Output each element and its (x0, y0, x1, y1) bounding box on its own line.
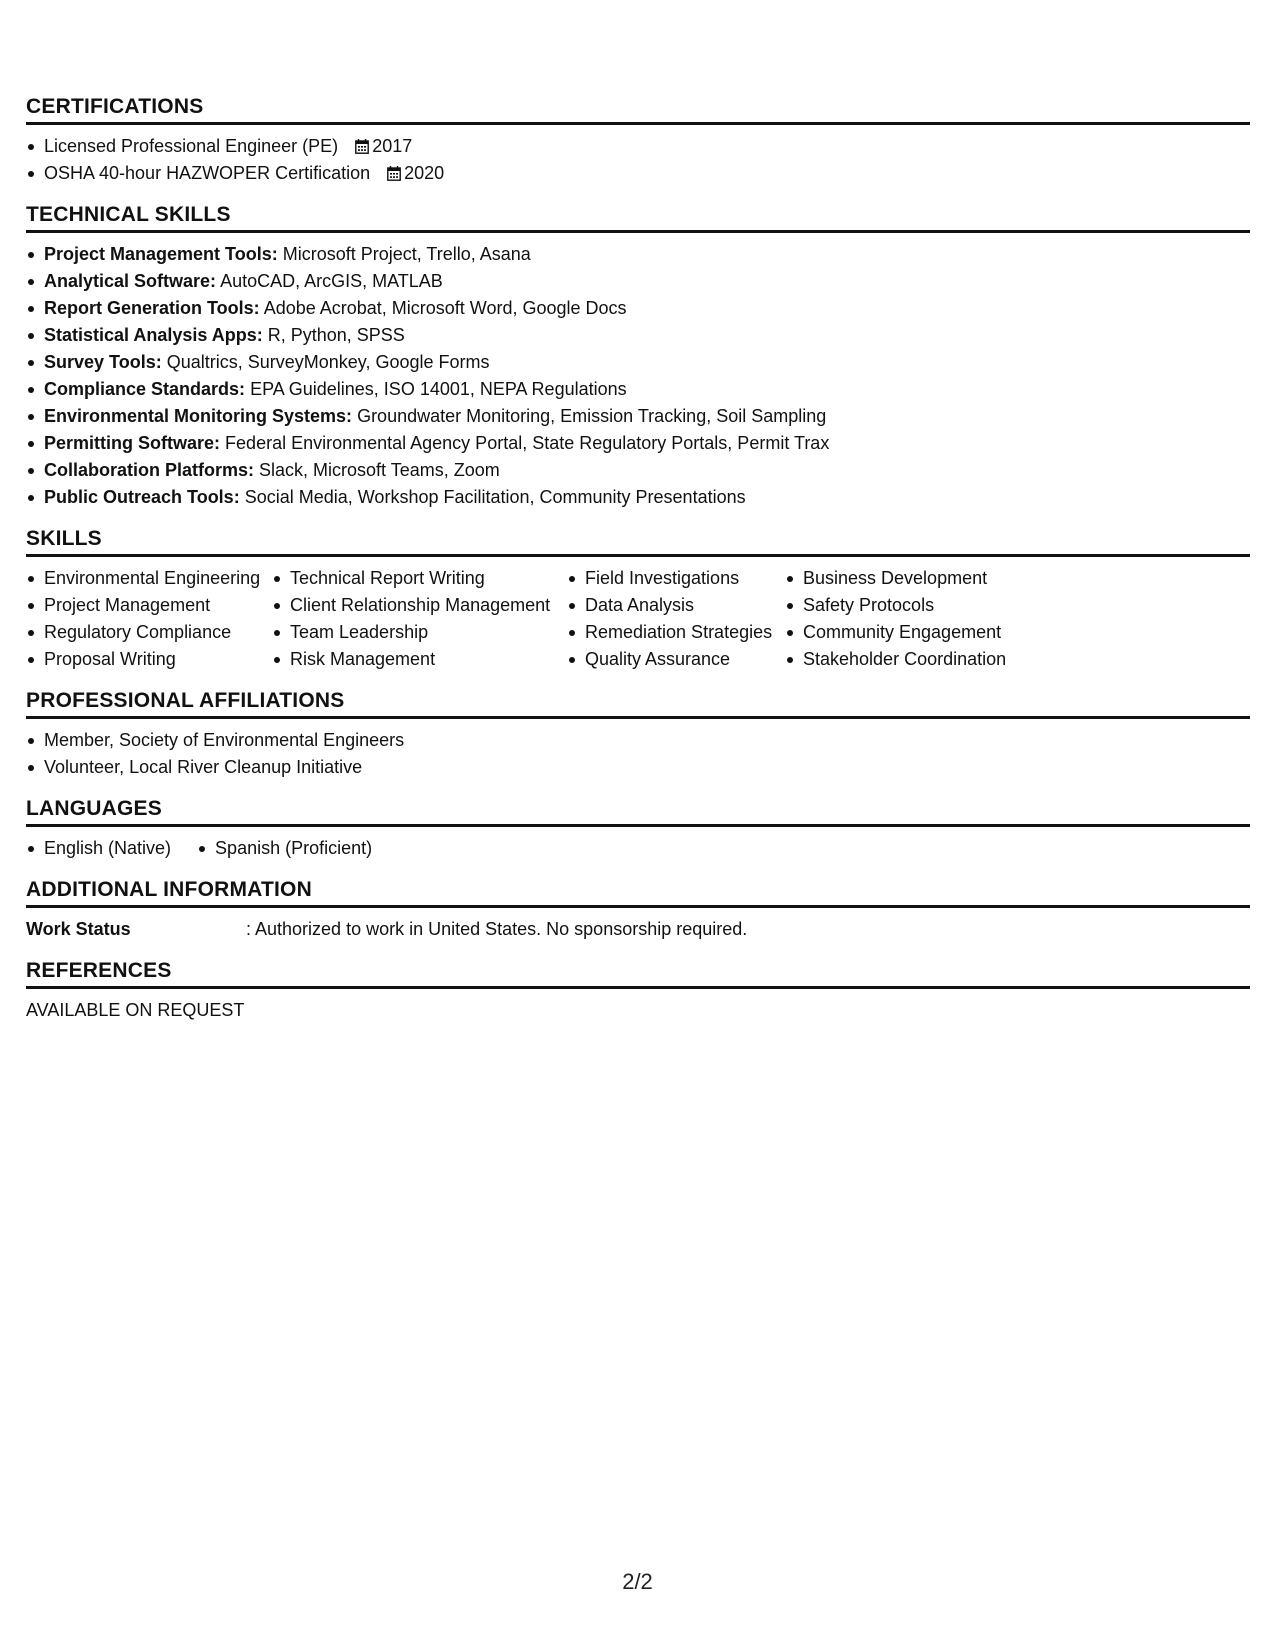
list-item (26, 349, 1250, 376)
list-item: Member, Society of Environmental Engineers (26, 727, 1250, 754)
skill-category-label: Survey Tools: (44, 352, 162, 372)
skill-category-value: R, Python, SPSS (267, 325, 405, 345)
list-item: Field Investigations (567, 565, 785, 592)
section-title-languages: LANGUAGES (26, 797, 1250, 827)
skill-category-label: Permitting Software: (44, 433, 221, 453)
list-item: Team Leadership (272, 619, 567, 646)
list-item (26, 376, 1250, 403)
list-item (26, 484, 1250, 511)
certification-year: 2020 (404, 163, 445, 183)
skills-column (785, 565, 1045, 673)
list-item: Stakeholder Coordination (785, 646, 1045, 673)
list-item: Remediation Strategies (567, 619, 785, 646)
skill-category-value: Groundwater Monitoring, Emission Tracking, Soil Sampling (357, 406, 827, 426)
list-item: Spanish (Proficient) (197, 835, 372, 862)
calendar-icon (387, 166, 401, 181)
certifications-list (26, 133, 1250, 187)
skill-category-value: AutoCAD, ArcGIS, MATLAB (220, 271, 443, 291)
skill-category-value: Slack, Microsoft Teams, Zoom (259, 460, 500, 480)
list-item: Community Engagement (785, 619, 1045, 646)
skill-category-label: Statistical Analysis Apps: (44, 325, 263, 345)
skills-column (567, 565, 785, 673)
affiliations-list (26, 727, 1250, 781)
section-title-technical-skills: TECHNICAL SKILLS (26, 203, 1250, 233)
skills-column (272, 565, 567, 673)
certification-name: OSHA 40-hour HAZWOPER Certification (44, 163, 371, 183)
list-item (26, 133, 1250, 160)
work-status-row (26, 916, 1250, 943)
skills-column (26, 565, 272, 673)
certification-name: Licensed Professional Engineer (PE) (44, 136, 339, 156)
skills-grid (26, 565, 1250, 673)
section-title-additional-info: ADDITIONAL INFORMATION (26, 878, 1250, 908)
list-item: Technical Report Writing (272, 565, 567, 592)
skill-category-value: Microsoft Project, Trello, Asana (282, 244, 531, 264)
references-text: AVAILABLE ON REQUEST (26, 1000, 245, 1020)
technical-skills-section (26, 203, 1250, 511)
list-item (26, 322, 1250, 349)
section-title-skills: SKILLS (26, 527, 1250, 557)
list-item: Project Management (26, 592, 272, 619)
additional-info-section (26, 878, 1250, 943)
skills-section (26, 527, 1250, 673)
skill-category-label: Public Outreach Tools: (44, 487, 240, 507)
skill-category-value: Social Media, Workshop Facilitation, Community Presentations (244, 487, 746, 507)
skill-category-label: Compliance Standards: (44, 379, 246, 399)
skill-category-value: Qualtrics, SurveyMonkey, Google Forms (166, 352, 490, 372)
list-item (26, 241, 1250, 268)
languages-list (26, 835, 1250, 862)
skill-category-label: Collaboration Platforms: (44, 460, 255, 480)
list-item (26, 403, 1250, 430)
skill-category-label: Report Generation Tools: (44, 298, 260, 318)
skill-category-label: Environmental Monitoring Systems: (44, 406, 353, 426)
list-item: Business Development (785, 565, 1045, 592)
references-section (26, 959, 1250, 1024)
skill-category-label: Analytical Software: (44, 271, 217, 291)
work-status-label: Work Status (26, 919, 131, 939)
work-status-value: : Authorized to work in United States. No sponsorship required. (246, 919, 748, 939)
list-item: Client Relationship Management (272, 592, 567, 619)
skill-category-value: EPA Guidelines, ISO 14001, NEPA Regulations (250, 379, 627, 399)
list-item: English (Native) (26, 835, 171, 862)
calendar-icon (355, 139, 369, 154)
page-number: 2/2 (622, 1569, 653, 1594)
certifications-section (26, 95, 1250, 187)
list-item: Safety Protocols (785, 592, 1045, 619)
section-title-certifications: CERTIFICATIONS (26, 95, 1250, 125)
skill-category-value: Adobe Acrobat, Microsoft Word, Google Docs (263, 298, 627, 318)
list-item (26, 457, 1250, 484)
technical-skills-list (26, 241, 1250, 511)
list-item: Regulatory Compliance (26, 619, 272, 646)
list-item (26, 295, 1250, 322)
section-title-references: REFERENCES (26, 959, 1250, 989)
resume-page (26, 95, 1250, 1040)
skill-category-label: Project Management Tools: (44, 244, 278, 264)
list-item: Volunteer, Local River Cleanup Initiative (26, 754, 1250, 781)
section-title-affiliations: PROFESSIONAL AFFILIATIONS (26, 689, 1250, 719)
certification-year: 2017 (372, 136, 413, 156)
list-item: Environmental Engineering (26, 565, 272, 592)
list-item: Risk Management (272, 646, 567, 673)
list-item (26, 430, 1250, 457)
languages-section (26, 797, 1250, 862)
list-item (26, 160, 1250, 187)
list-item (26, 268, 1250, 295)
skill-category-value: Federal Environmental Agency Portal, State Regulatory Portals, Permit Trax (225, 433, 830, 453)
affiliations-section (26, 689, 1250, 781)
list-item: Quality Assurance (567, 646, 785, 673)
list-item: Proposal Writing (26, 646, 272, 673)
list-item: Data Analysis (567, 592, 785, 619)
